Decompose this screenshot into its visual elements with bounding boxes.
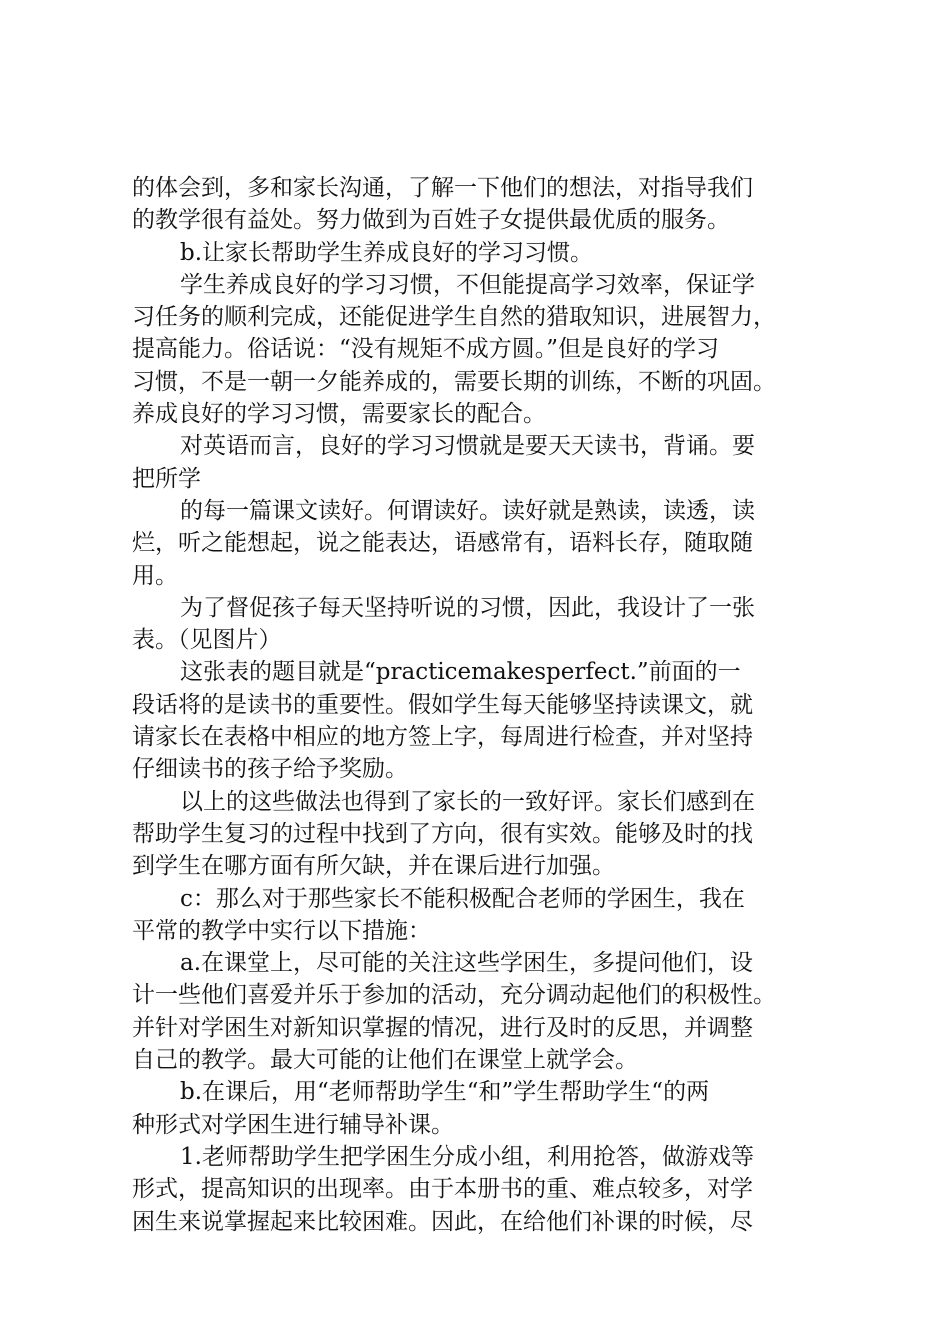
- text-line: 段话将的是读书的重要性。假如学生每天能够坚持读课文，就: [132, 691, 753, 718]
- text-line: a.在课堂上，尽可能的关注这些学困生，多提问他们，设: [180, 950, 754, 977]
- text-line: 习任务的顺利完成，还能促进学生自然的猎取知识，进展智力，: [132, 304, 776, 331]
- text-line: 平常的教学中实行以下措施：: [132, 917, 431, 944]
- body-text: [132, 172, 832, 1238]
- text-line: 为了督促孩子每天坚持听说的习惯，因此，我设计了一张: [180, 594, 755, 621]
- text-line: 的体会到，多和家长沟通，了解一下他们的想法，对指导我们: [132, 175, 753, 201]
- text-line: 养成良好的学习习惯，需要家长的配合。: [132, 401, 546, 428]
- text-line: 形式，提高知识的出现率。由于本册书的重、难点较多，对学: [132, 1176, 753, 1203]
- text-line: 用。: [132, 562, 178, 589]
- text-line: 提高能力。俗话说：“没有规矩不成方圆。”但是良好的学习: [132, 336, 720, 363]
- text-line: c：那么对于那些家长不能积极配合老师的学困生，我在: [180, 885, 745, 912]
- text-line: 习惯，不是一朝一夕能养成的，需要长期的训练，不断的巩固。: [132, 368, 776, 395]
- text-line: b.让家长帮助学生养成良好的学习习惯。: [180, 239, 594, 266]
- text-line: 种形式对学困生进行辅导补课。: [132, 1111, 454, 1138]
- text-line: 并针对学困生对新知识掌握的情况，进行及时的反思，并调整: [132, 1014, 753, 1041]
- text-line: 计一些他们喜爱并乐于参加的活动，充分调动起他们的积极性。: [132, 982, 776, 1009]
- text-line: 烂，听之能想起，说之能表达，语感常有，语料长存，随取随: [132, 530, 753, 557]
- text-line: 对英语而言，良好的学习习惯就是要天天读书，背诵。要: [180, 433, 755, 460]
- text-line: 到学生在哪方面有所欠缺，并在课后进行加强。: [132, 853, 615, 880]
- text-line: 困生来说掌握起来比较困难。因此，在给他们补课的时候，尽: [132, 1208, 753, 1235]
- text-line: 帮助学生复习的过程中找到了方向，很有实效。能够及时的找: [132, 820, 753, 847]
- text-line: 仔细读书的孩子给予奖励。: [132, 756, 408, 783]
- text-line: 的每一篇课文读好。何谓读好。读好就是熟读，读透，读: [180, 497, 755, 524]
- text-line: 请家长在表格中相应的地方签上字，每周进行检查，并对坚持: [132, 724, 753, 751]
- text-line: 以上的这些做法也得到了家长的一致好评。家长们感到在: [180, 788, 755, 815]
- text-line: 自己的教学。最大可能的让他们在课堂上就学会。: [132, 1047, 638, 1074]
- text-line: 把所学: [132, 465, 201, 492]
- text-line: 这张表的题目就是“practicemakesperfect.”前面的一: [180, 659, 741, 686]
- text-line: 1.老师帮助学生把学困生分成小组，利用抢答，做游戏等: [180, 1143, 754, 1170]
- text-line: 表。（见图片）: [132, 627, 282, 654]
- text-line: b.在课后，用“老师帮助学生“和”学生帮助学生“的两: [180, 1079, 710, 1106]
- text-line: 学生养成良好的学习习惯，不但能提高学习效率，保证学: [180, 271, 755, 298]
- text-line: 的教学很有益处。努力做到为百姓子女提供最优质的服务。: [132, 207, 730, 234]
